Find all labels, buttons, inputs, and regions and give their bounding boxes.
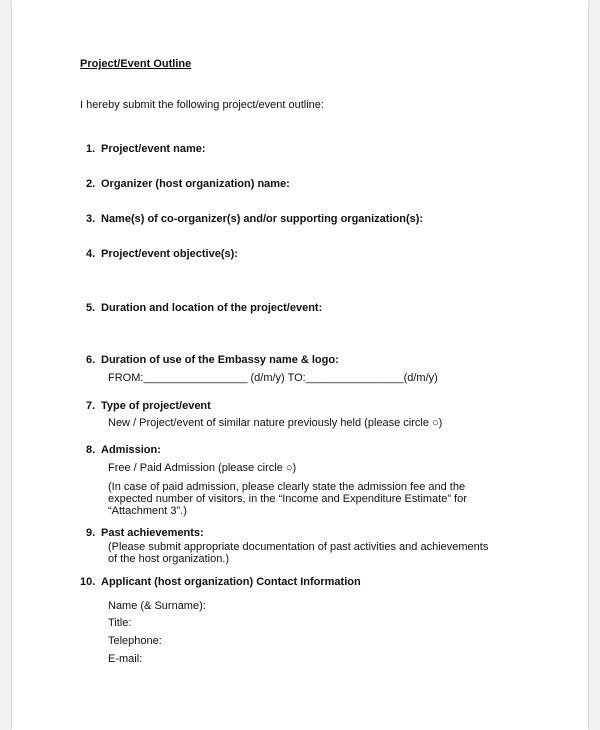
item-3-number: 3. [86,213,96,225]
document-page [12,0,588,730]
item-4-label: Project/event objective(s): [101,248,238,260]
item-9-note-line: (Please submit appropriate documentation of past activities and achievements [108,541,489,553]
intro-text: I hereby submit the following project/event outline: [80,99,324,111]
item-9-note-line: of the host organization.) [108,553,230,565]
item-1-label: Project/event name: [101,143,206,155]
item-5-number: 5. [86,302,96,314]
item-8-note-line: (In case of paid admission, please clearly state the admission fee and the [108,481,466,493]
item-8-note-line: expected number of visitors, in the “Income and Expenditure Estimate” for [108,493,467,505]
item-7-label: Type of project/event [101,400,211,412]
item-6-label: Duration of use of the Embassy name & logo: [101,354,339,366]
item-9-number: 9. [86,527,96,539]
item-8-note-line: “Attachment 3”.) [108,505,187,517]
contact-field-telephone: Telephone: [108,635,162,647]
item-8-label: Admission: [101,444,161,456]
item-10-number: 10. [80,576,96,588]
item-8-detail: Free / Paid Admission (please circle ○) [108,462,297,474]
item-2-number: 2. [86,178,96,190]
contact-field-name: Name (& Surname): [108,600,206,612]
item-3-label: Name(s) of co-organizer(s) and/or supporting organization(s): [101,213,424,225]
item-5-label: Duration and location of the project/event: [101,302,323,314]
contact-field-title: Title: [108,617,132,629]
item-9-label: Past achievements: [101,527,204,539]
document-title: Project/Event Outline [80,58,192,70]
item-4-number: 4. [86,248,96,260]
item-7-number: 7. [86,400,96,412]
contact-field-email: E-mail: [108,653,143,665]
item-8-number: 8. [86,444,96,456]
item-7-detail: New / Project/event of similar nature previously held (please circle ○) [108,417,443,429]
item-1-number: 1. [86,143,96,155]
item-2-label: Organizer (host organization) name: [101,178,290,190]
item-10-label: Applicant (host organization) Contact Information [101,576,361,588]
item-6-number: 6. [86,354,96,366]
item-6-date-range: FROM:_________________ (d/m/y) TO:________________(d/m/y) [108,372,438,384]
